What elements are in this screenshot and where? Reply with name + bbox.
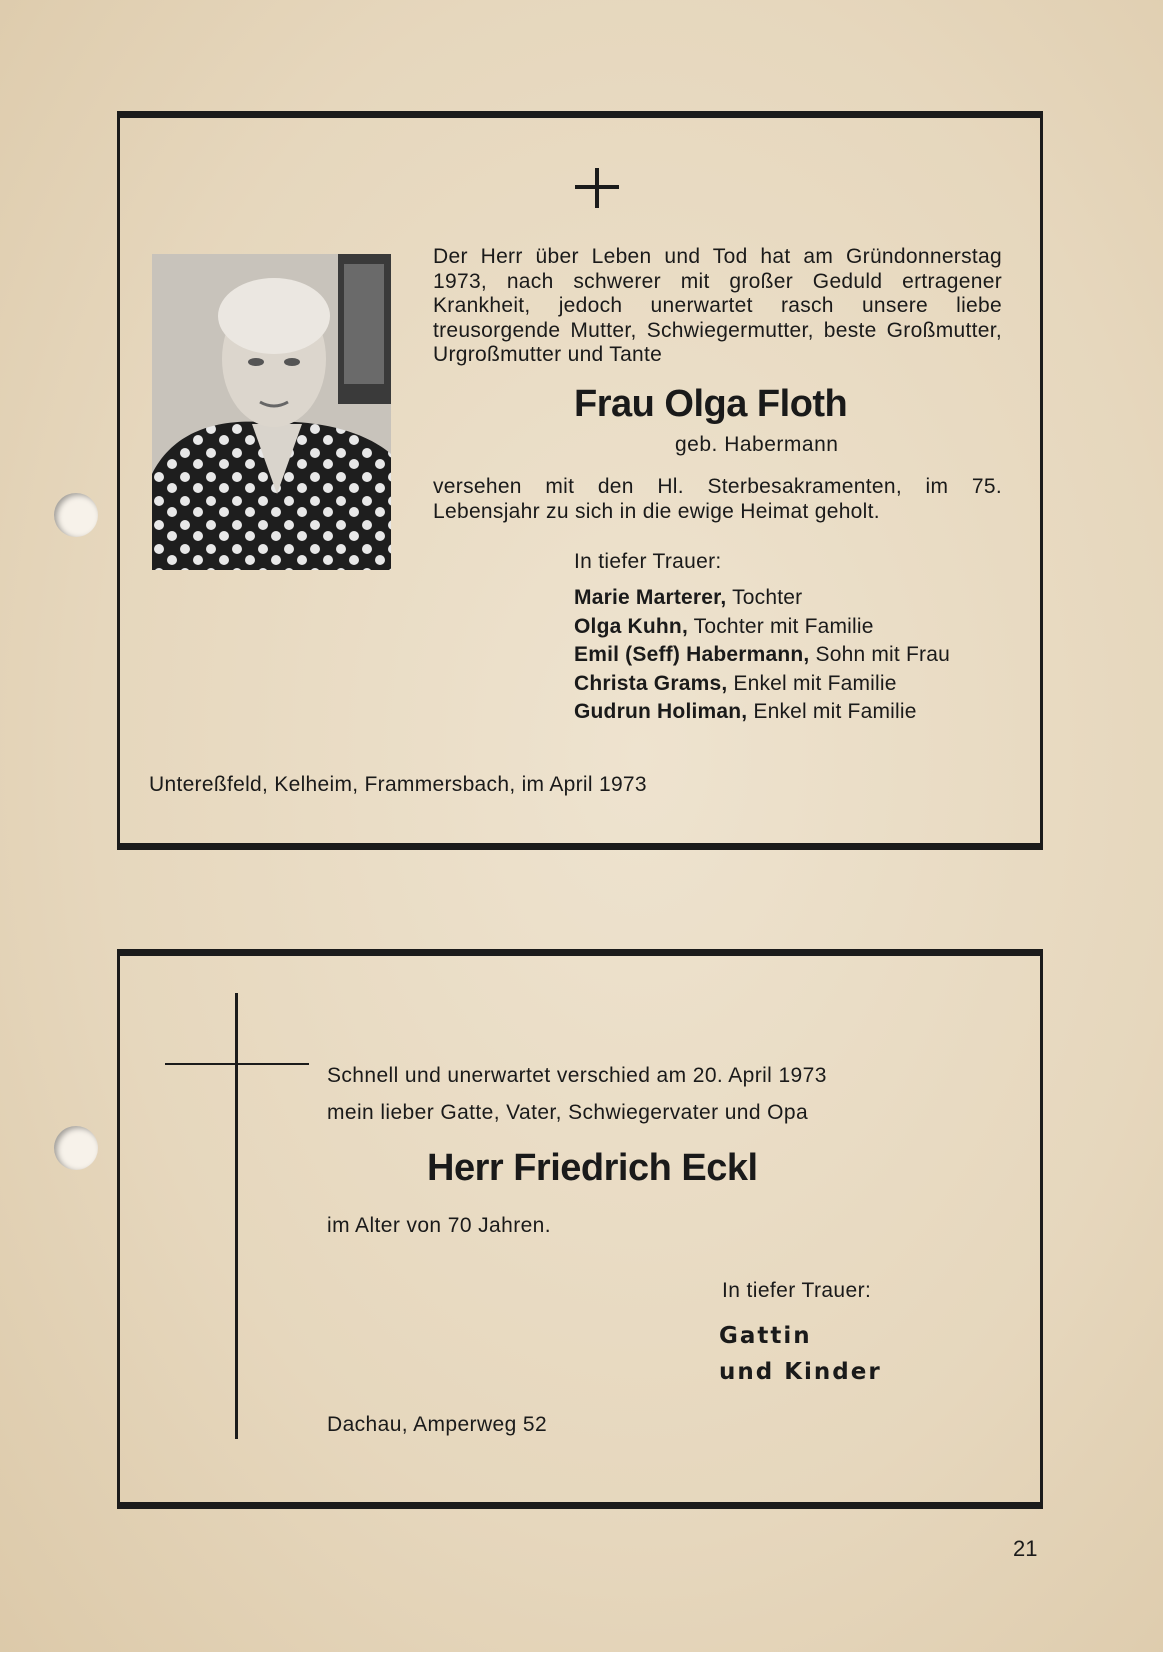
mourner-list <box>574 584 950 727</box>
cross-vertical-line <box>235 993 238 1439</box>
notice2-age: im Alter von 70 Jahren. <box>327 1214 551 1237</box>
notice2-mourning-label: In tiefer Trauer: <box>722 1279 872 1302</box>
page-number: 21 <box>1013 1536 1038 1561</box>
mourner-entry: Emil (Seff) Habermann, Sohn mit Frau <box>574 643 950 666</box>
notice1-mourning-label: In tiefer Trauer: <box>574 550 722 573</box>
notice1-maiden-name: geb. Habermann <box>675 433 839 456</box>
punch-hole-bottom <box>54 1126 98 1170</box>
mourner-entry: Marie Marterer, Tochter <box>574 586 803 609</box>
notice1-intro: Der Herr über Leben und Tod hat am Gründonnerstag 1973, nach schwerer mit großer Geduld ertragener Krankheit, jedoch unerwartet rasch unsere liebe treusorgende Mutter, Schwiegermutter, beste Großmutter, Urgroßmutter und Tante <box>433 245 1002 366</box>
mourner-entry: Gudrun Holiman, Enkel mit Familie <box>574 700 917 723</box>
notice2-signatory-1: Gattin <box>719 1323 812 1349</box>
cross-horizontal-line <box>165 1063 309 1065</box>
notice1-deceased-name: Frau Olga Floth <box>574 383 848 425</box>
obituary-notice-eckl <box>117 949 1043 1509</box>
cross-icon <box>575 168 619 208</box>
notice2-line2: mein lieber Gatte, Vater, Schwiegervater und Opa <box>327 1101 809 1124</box>
notice2-deceased-name: Herr Friedrich Eckl <box>427 1147 758 1189</box>
notice1-place-date: Untereßfeld, Kelheim, Frammersbach, im April 1973 <box>149 773 647 796</box>
notice2-address: Dachau, Amperweg 52 <box>327 1413 548 1436</box>
mourner-entry: Christa Grams, Enkel mit Familie <box>574 671 897 695</box>
portrait-photo <box>152 254 391 570</box>
scan-edge <box>0 1652 1163 1679</box>
punch-hole-top <box>54 493 98 537</box>
notice2-line1: Schnell und unerwartet verschied am 20. April 1973 <box>327 1064 827 1087</box>
mourner-entry: Olga Kuhn, Tochter mit Familie <box>574 614 874 638</box>
notice1-continuation: versehen mit den Hl. Sterbesakramenten, im 75. Lebensjahr zu sich in die ewige Heimat geholt. <box>433 475 1002 523</box>
notice2-signatory-2: und Kinder <box>719 1359 882 1385</box>
